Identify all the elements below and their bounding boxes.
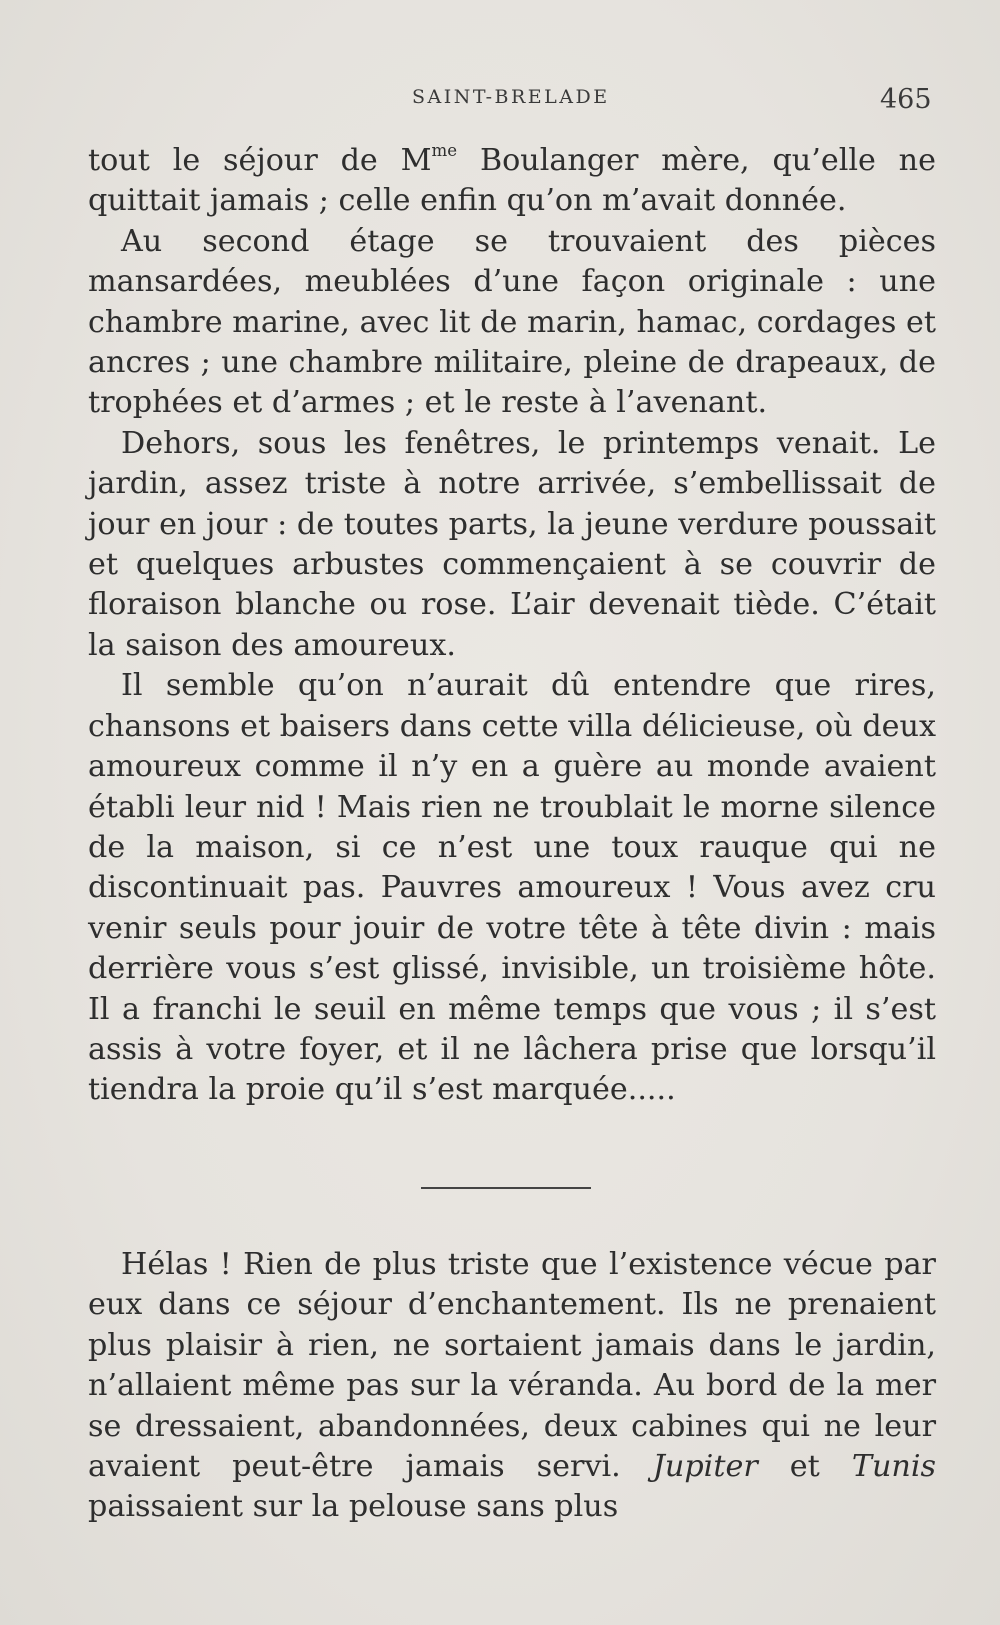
paragraph-helas	[88, 1245, 936, 1528]
paragraph-text: Boulanger mère, qu’elle ne quittait jamais ; celle enfin qu’on m’avait donnée.	[88, 143, 936, 219]
paragraph-spring: Dehors, sous les fenêtres, le printemps venait. Le jardin, assez triste à notre arrivée, s’embellissait de jour en jour : de toutes parts, la jeune verdure poussait et quelques arbustes commençaient à se couvrir de floraison blanche ou rose. L’air devenait tiède. C’était la saison des amoureux.	[88, 425, 936, 663]
text-block-upper	[88, 141, 936, 1111]
italic-name-jupiter: Jupiter	[652, 1449, 758, 1485]
running-head	[0, 84, 1000, 114]
paragraph-text: tout le séjour de M	[88, 143, 432, 178]
page-number: 465	[880, 84, 932, 115]
paragraph-continuation	[88, 141, 936, 222]
paragraph-lovers: Il semble qu’on n’aurait dû entendre que rires, chansons et baisers dans cette villa délicieuse, où deux amoureux comme il n’y en a guère au monde avaient établi leur nid ! Mais rien ne troublait le morne silence de la maison, si ce n’est une toux rauque qui ne discontinuait pas. Pauvres amoureux ! Vous avez cru venir seuls pour jouir de votre tête à tête divin : mais derrière vous s’est glissé, invisible, un troisième hôte. Il a franchi le seuil en même temps que vous ; il s’est assis à votre foyer, et il ne lâchera prise que lorsqu’il tiendra la proie qu’il s’est marquée.....	[88, 668, 936, 1108]
section-separator-rule	[421, 1187, 591, 1189]
paragraph-text: paissaient sur la pelouse sans plus	[88, 1489, 619, 1525]
text-block-lower	[88, 1245, 936, 1528]
paragraph-text: et	[757, 1449, 852, 1485]
running-title: SAINT-BRELADE	[412, 86, 610, 108]
paragraph-text: Hélas ! Rien de plus triste que l’existence vécue par eux dans ce séjour d’enchantement. Ils ne prenaient plus plaisir à rien, ne sortaient jamais dans le jardin, n’allaient même pas sur la véranda. Au bord de la mer se dressaient, abandonnées, deux cabines qui ne leur avaient peut-être jamais servi.	[88, 1247, 936, 1485]
superscript-abbreviation: me	[431, 140, 458, 160]
paragraph-second-floor: Au second étage se trouvaient des pièces mansardées, meublées d’une façon originale : une chambre marine, avec lit de marin, hamac, cordages et ancres ; une chambre militaire, pleine de drapeaux, de trophées et d’armes ; et le reste à l’avenant.	[88, 223, 936, 421]
italic-name-tunis: Tunis	[851, 1449, 937, 1485]
